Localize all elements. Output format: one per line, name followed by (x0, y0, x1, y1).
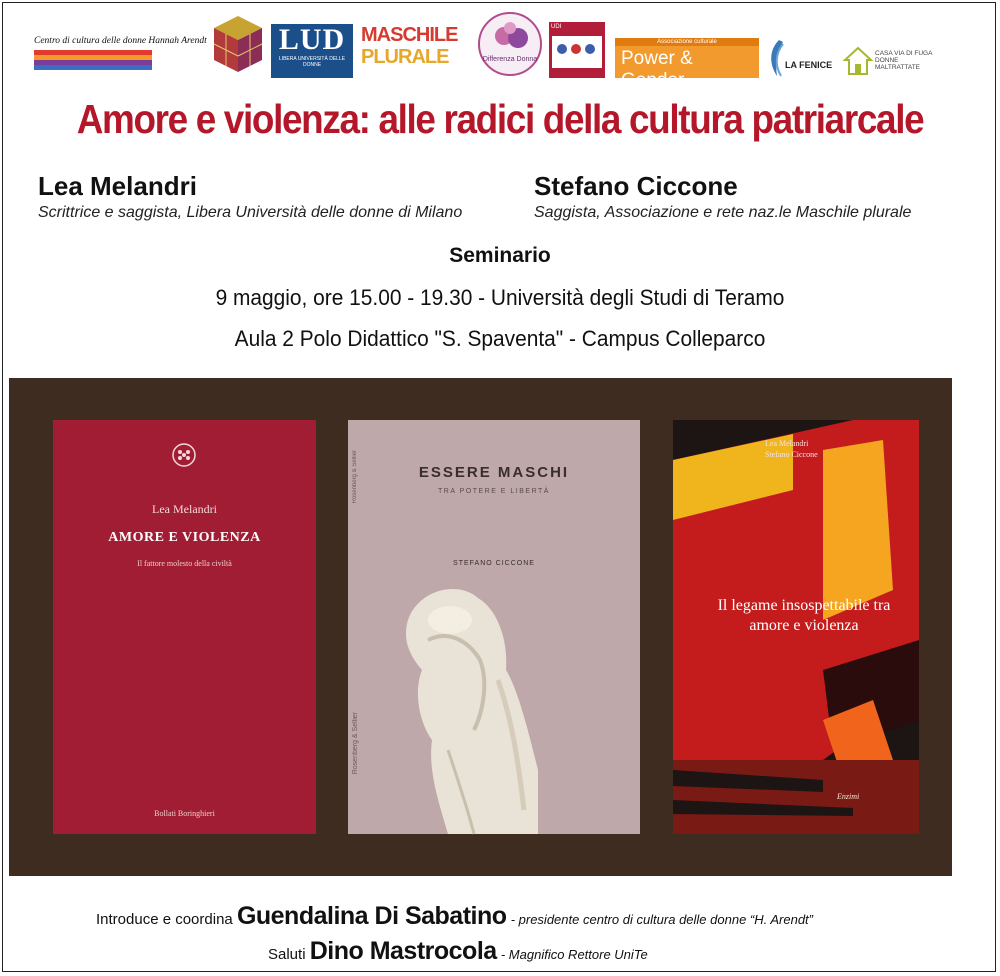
house-icon (843, 46, 873, 76)
book-spine-top: Rosenberg & Sellier (352, 450, 358, 504)
speaker-stefano-ciccone (534, 170, 911, 224)
footer-saluti-line (268, 937, 648, 966)
publisher-emblem-icon (171, 442, 197, 468)
logo-cube-icon (212, 14, 264, 74)
book-title: AMORE E VIOLENZA (108, 530, 261, 545)
logo-la-fenice (765, 38, 835, 78)
logo-power-gender (615, 38, 759, 91)
book-author: Lea Melandri (152, 502, 217, 516)
book-cover-amore-e-violenza (53, 420, 316, 834)
footer-intro-prefix: Introduce e coordina (96, 911, 233, 928)
speaker-role: Scrittrice e saggista, Libera Università delle donne di Milano (38, 204, 463, 221)
book-author: STEFANO CICCONE (453, 560, 535, 567)
speaker-lea-melandri (38, 170, 462, 224)
book-publisher: Bollati Boringhieri (154, 809, 215, 818)
logo-arendt-text: Centro di cultura delle donne Hannah Arendt (34, 36, 207, 46)
event-date-line: 9 maggio, ore 15.00 - 19.30 - Università degli Studi di Teramo (215, 285, 785, 310)
footer-intro-name: Guendalina Di Sabatino (236, 902, 507, 930)
book-cover-essere-maschi (348, 420, 640, 834)
logo-casa-text: CASA VIA DI FUGA DONNE MALTRATTATE (875, 50, 933, 71)
book-title: ESSERE MASCHI (418, 464, 570, 481)
logo-udi (549, 22, 605, 78)
event-venue-line: Aula 2 Polo Didattico "S. Spaventa" - Campus Colleparco (234, 326, 766, 351)
logo-maschile-line1: MASCHILE (361, 24, 458, 46)
footer-saluti-prefix: Saluti (268, 946, 306, 963)
footer-intro-role: - presidente centro di cultura delle donne “H. Arendt” (510, 912, 813, 927)
book-cover-il-legame-insospettabile (673, 420, 919, 834)
logo-differenza-text: Differenza Donna (482, 56, 538, 63)
statue-image (388, 580, 538, 834)
book-publisher: Enzimi (837, 792, 860, 801)
event-title: Amore e violenza: alle radici della cultura patriarcale (76, 96, 924, 142)
logo-hannah-arendt (32, 34, 207, 72)
footer-saluti-role: - Magnifico Rettore UniTe (500, 947, 648, 962)
book-title: Il legame insospettabile tra amore e violenza (717, 597, 891, 634)
footer-saluti-name: Dino Mastrocola (309, 937, 497, 965)
book-subtitle: Il fattore molesto della civiltà (137, 559, 232, 568)
book-subtitle: TRA POTERE E LIBERTÀ (438, 488, 550, 495)
logo-lud-title: LUD (278, 23, 346, 56)
sponsor-logos (0, 8, 1000, 91)
logo-differenza-donna (478, 12, 542, 76)
footer-intro-line (96, 902, 813, 931)
book-author-2: Stefano Ciccone (765, 450, 818, 459)
book-authors (765, 438, 818, 460)
book-publisher: Rosenberg & Sellier (352, 711, 359, 774)
event-type: Seminario (449, 244, 551, 267)
speaker-name: Stefano Ciccone (534, 171, 738, 201)
logo-maschile-plurale (361, 24, 467, 78)
book-author-1: Lea Melandri (765, 439, 809, 448)
speaker-name: Lea Melandri (38, 171, 197, 201)
logo-power-top: Associazione culturale (615, 38, 759, 46)
logo-casa (841, 46, 941, 78)
logo-maschile-line2: PLURALE (361, 46, 449, 68)
logo-lud-subtitle: LIBERA UNIVERSITÀ DELLE DONNE (278, 56, 346, 68)
logo-fenice-text: LA FENICE (785, 60, 833, 70)
logo-udi-text: UDI (551, 24, 562, 30)
logo-power-text: Power & Gender (621, 48, 693, 91)
logo-lud (271, 24, 353, 78)
books-panel (9, 378, 952, 876)
speaker-role: Saggista, Associazione e rete naz.le Maschile plurale (534, 204, 912, 221)
fenice-feather-icon (765, 38, 795, 78)
